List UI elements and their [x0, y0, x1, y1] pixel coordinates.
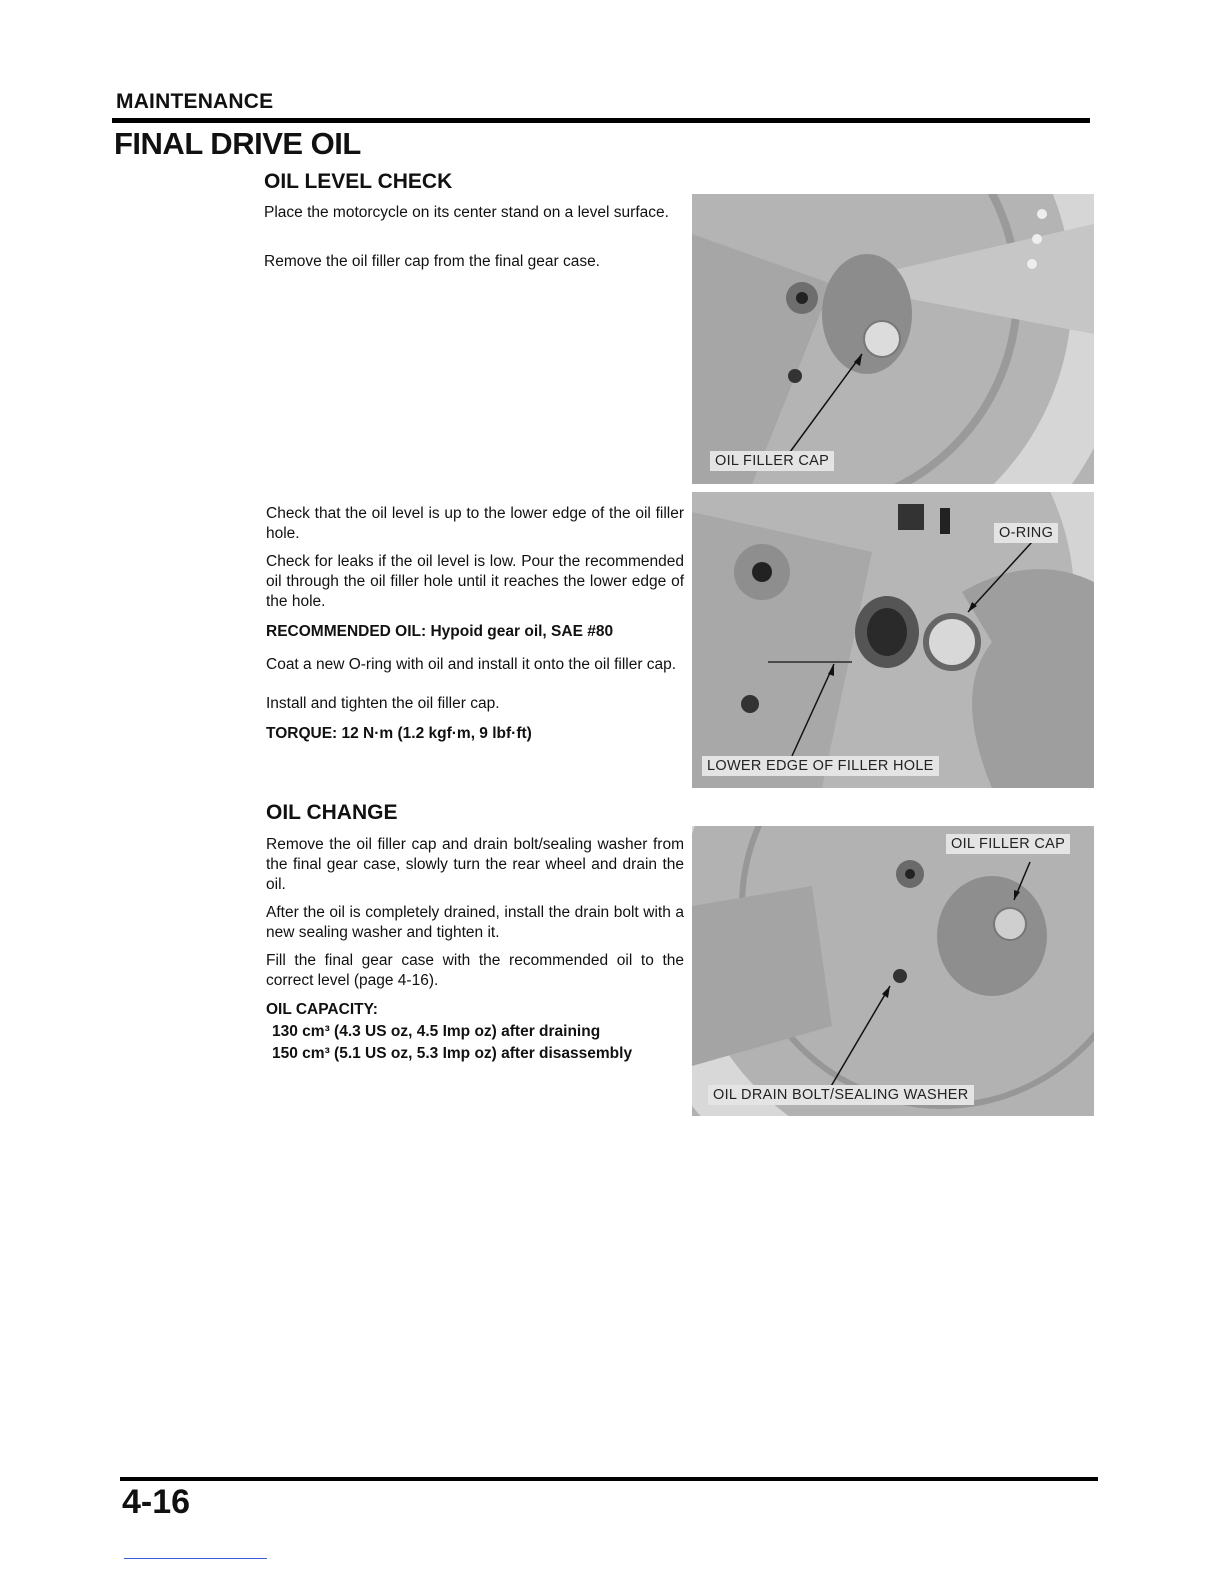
torque-spec: TORQUE: 12 N·m (1.2 kgf·m, 9 lbf·ft) [266, 725, 532, 742]
footer-rule [120, 1477, 1098, 1481]
drain-bolt-illustration [692, 826, 1094, 1116]
callout-oil-filler-cap: OIL FILLER CAP [710, 451, 834, 471]
page-title: FINAL DRIVE OIL [114, 126, 361, 161]
recommended-oil-spec: RECOMMENDED OIL: Hypoid gear oil, SAE #80 [266, 623, 614, 640]
oil-capacity-label: OIL CAPACITY: [266, 1001, 378, 1018]
oil-level-check-step-5: Coat a new O-ring with oil and install it onto the oil filler cap. [266, 656, 677, 673]
header-rule [112, 118, 1090, 123]
figure-drain-bolt-photo [692, 826, 1094, 1116]
figure-oil-filler-cap-photo [692, 194, 1094, 484]
page-number: 4-16 [122, 1483, 191, 1521]
callout-o-ring: O-RING [994, 523, 1058, 543]
oil-level-check-step-6: Install and tighten the oil filler cap. [266, 695, 500, 712]
oil-level-check-heading: OIL LEVEL CHECK [264, 170, 453, 193]
oil-change-step-2: After the oil is completely drained, install the drain bolt with a new sealing washer and tighten it. [266, 904, 684, 941]
figure-filler-hole-photo [692, 492, 1094, 788]
oil-capacity-draining: 130 cm³ (4.3 US oz, 4.5 Imp oz) after draining [272, 1023, 601, 1040]
section-label: MAINTENANCE [116, 90, 274, 113]
oil-level-check-step-2: Remove the oil filler cap from the final gear case. [264, 253, 600, 270]
oil-level-check-step-3: Check that the oil level is up to the lower edge of the oil filler hole. [266, 505, 684, 542]
callout-oil-filler-cap-2: OIL FILLER CAP [946, 834, 1070, 854]
oil-level-check-step-1: Place the motorcycle on its center stand on a level surface. [264, 204, 669, 221]
oil-level-check-step-4: Check for leaks if the oil level is low. Pour the recommended oil through the oil filler hole until it reaches the lower edge of the hole. [266, 553, 684, 610]
callout-lower-edge-filler-hole: LOWER EDGE OF FILLER HOLE [702, 756, 939, 776]
oil-change-heading: OIL CHANGE [266, 801, 398, 824]
callout-oil-drain-bolt: OIL DRAIN BOLT/SEALING WASHER [708, 1085, 974, 1105]
oil-change-step-1: Remove the oil filler cap and drain bolt/sealing washer from the final gear case, slowly turn the rear wheel and drain the oil. [266, 836, 684, 893]
wheel-illustration [692, 194, 1094, 484]
oil-capacity-disassembly: 150 cm³ (5.1 US oz, 5.3 Imp oz) after disassembly [272, 1045, 633, 1062]
footer-link-underline [124, 1558, 267, 1559]
oil-change-step-3: Fill the final gear case with the recommended oil to the correct level (page 4-16). [266, 952, 684, 989]
